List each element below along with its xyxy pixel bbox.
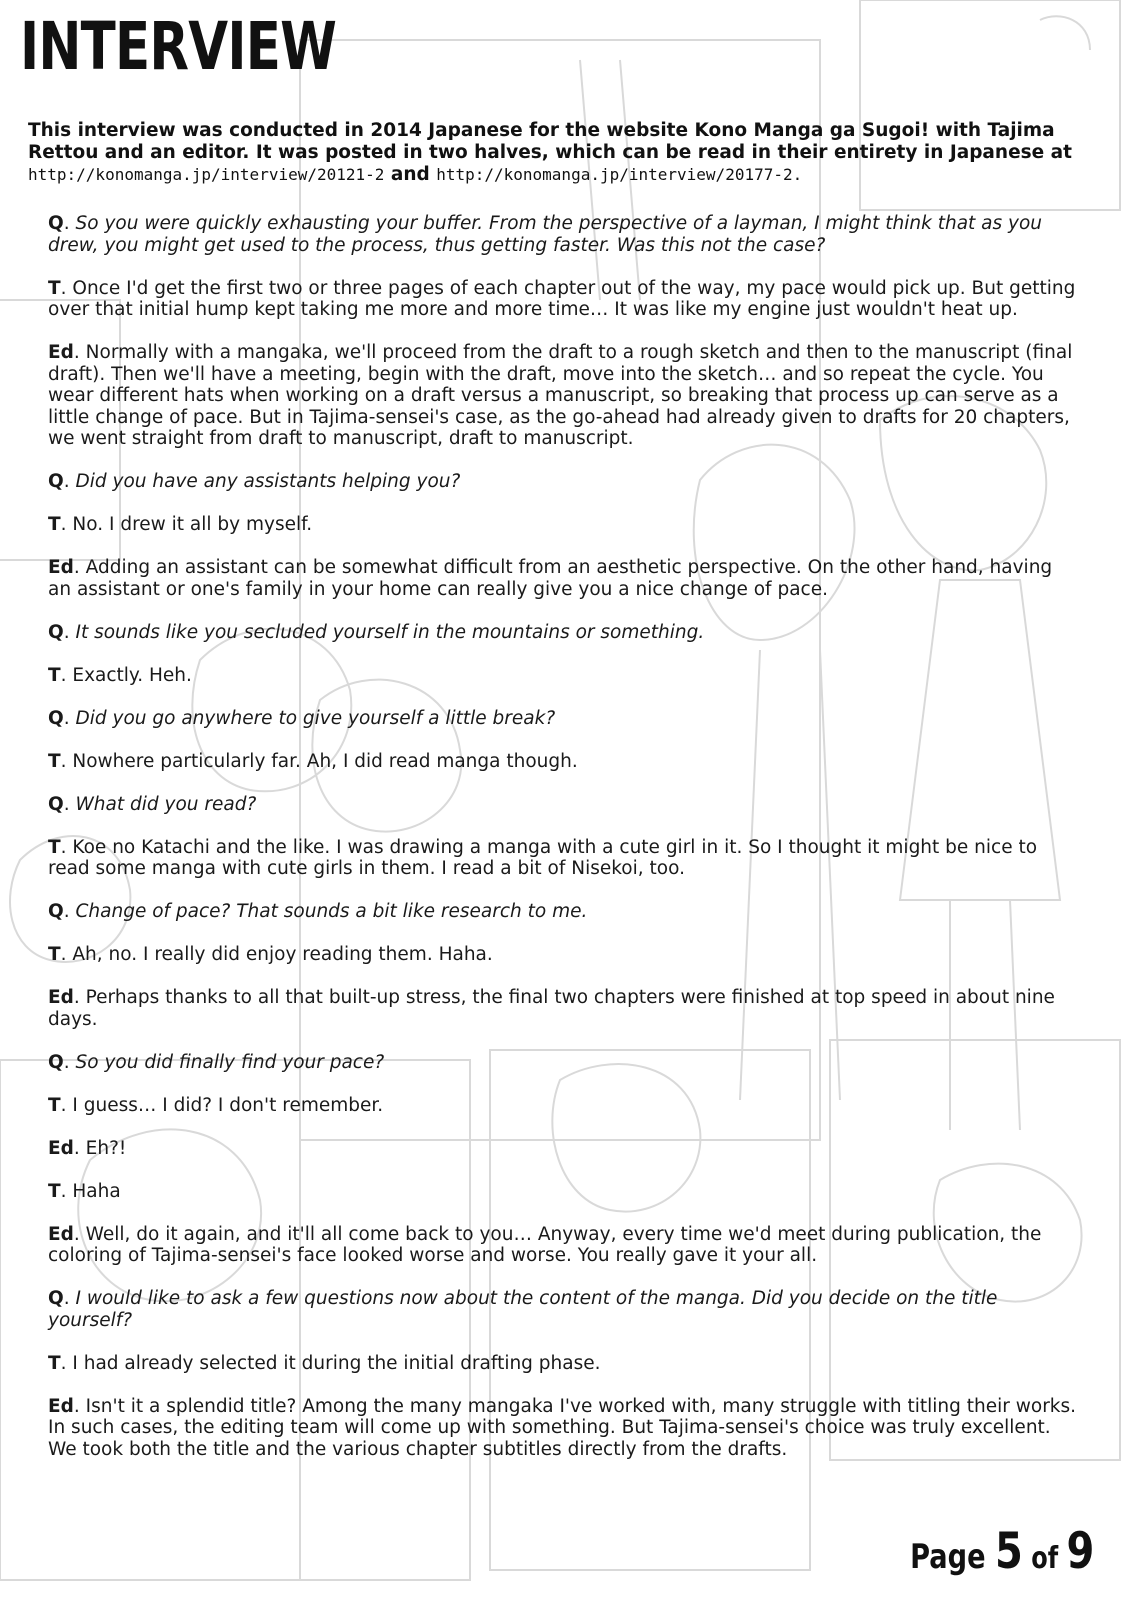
entry-text: So you were quickly exhausting your buffer. From the perspective of a layman, I might think that as you drew, you might get used to the process, thus getting faster. Was this not the case? — [48, 213, 1043, 256]
speaker-label: T — [48, 1352, 61, 1374]
speaker-separator: . — [73, 987, 80, 1008]
speaker-label: Q — [48, 793, 64, 815]
speaker-label: T — [48, 664, 61, 686]
interview-link-part1[interactable]: http://konomanga.jp/interview/20121-2 — [28, 165, 385, 184]
answer-entry — [48, 342, 1078, 450]
speaker-label: T — [48, 1094, 61, 1116]
question-entry — [48, 1052, 1078, 1074]
page-label: Page — [909, 1537, 995, 1577]
speaker-label: Q — [48, 1051, 64, 1073]
speaker-separator: . — [73, 557, 80, 578]
entry-text: Eh?! — [79, 1137, 127, 1159]
answer-entry — [48, 1353, 1078, 1375]
answer-entry — [48, 514, 1078, 536]
speaker-label: Q — [48, 901, 64, 922]
speaker-separator: . — [63, 901, 70, 922]
speaker-label: T — [48, 944, 61, 965]
speaker-label: Q — [48, 213, 64, 234]
answer-entry — [48, 944, 1078, 966]
answer-entry — [48, 665, 1078, 687]
speaker-separator: . — [63, 1288, 70, 1309]
entry-text: Exactly. Heh. — [66, 664, 192, 686]
entry-text: Well, do it again, and it'll all come back to you… Anyway, every time we'd meet during publication, the coloring of Tajima-sensei's face looked worse and worse. You really gave it your all. — [48, 1223, 1042, 1266]
answer-entry — [48, 1181, 1078, 1203]
entry-text: Did you go anywhere to give yourself a little break? — [69, 707, 556, 729]
page-of-label: of — [1022, 1541, 1067, 1576]
speaker-separator: . — [63, 1051, 70, 1073]
speaker-label: Q — [48, 707, 64, 729]
interview-link-part2[interactable]: http://konomanga.jp/interview/20177-2. — [436, 165, 803, 184]
page-current: 5 — [994, 1522, 1023, 1580]
entry-text: Haha — [66, 1180, 121, 1202]
speaker-separator: . — [63, 471, 70, 492]
speaker-separator: . — [63, 213, 70, 234]
question-entry — [48, 901, 1078, 923]
speaker-label: Ed — [48, 1137, 74, 1159]
question-entry — [48, 213, 1078, 256]
page-total: 9 — [1066, 1522, 1094, 1580]
answer-entry — [48, 1095, 1078, 1117]
entry-text: Once I'd get the first two or three pages of each chapter out of the way, my pace would pick up. But getting over that initial hump kept taking me more and more time… It was like my engine just wouldn't heat up. — [48, 277, 1076, 320]
answer-entry — [48, 1138, 1078, 1160]
speaker-label: Ed — [48, 987, 74, 1008]
speaker-separator: . — [63, 793, 70, 815]
answer-entry — [48, 1396, 1078, 1461]
intro-text: This interview was conducted in 2014 Japanese for the website Kono Manga ga Sugoi! with Tajima Rettou and an editor. It was posted in two halves, which can be read in their entirety in Japanese at — [28, 120, 1072, 163]
entry-text: Koe no Katachi and the like. I was drawing a manga with a cute girl in it. So I thought it might be nice to read some manga with cute girls in them. I read a bit of Nisekoi, too. — [48, 836, 1038, 879]
answer-entry — [48, 557, 1078, 600]
entry-text: Normally with a mangaka, we'll proceed from the draft to a rough sketch and then to the manuscript (final draft). Then we'll have a meeting, begin with the draft, move into the sketch… and so repeat the cycle. You wear different hats when working on a draft versus a manuscript, so breaking that process up can serve as a little change of pace. But in Tajima-sensei's case, as the go-ahead had already given to drafts for 20 chapters, we went straight from draft to manuscript, draft to manuscript. — [48, 342, 1073, 449]
speaker-label: T — [48, 750, 61, 772]
speaker-separator: . — [60, 1094, 67, 1116]
entry-text: It sounds like you secluded yourself in the mountains or something. — [69, 621, 705, 643]
entry-text: Perhaps thanks to all that built-up stress, the final two chapters were finished at top speed in about nine days. — [48, 987, 1055, 1030]
speaker-separator: . — [63, 707, 70, 729]
question-entry — [48, 708, 1078, 730]
speaker-label: Q — [48, 471, 64, 492]
entry-text: Change of pace? That sounds a bit like research to me. — [69, 901, 588, 922]
speaker-label: T — [48, 836, 61, 858]
entry-text: Ah, no. I really did enjoy reading them. Haha. — [66, 944, 493, 965]
speaker-separator: . — [60, 1180, 67, 1202]
entry-text: I had already selected it during the initial drafting phase. — [66, 1352, 601, 1374]
interview-qa-list — [48, 213, 1078, 1482]
speaker-separator: . — [73, 1223, 80, 1245]
speaker-label: Ed — [48, 1223, 74, 1245]
page-title: INTERVIEW — [20, 8, 337, 85]
speaker-label: Ed — [48, 1395, 74, 1417]
page-indicator — [910, 1522, 1094, 1580]
entry-text: What did you read? — [69, 793, 257, 815]
speaker-separator: . — [60, 1352, 67, 1374]
answer-entry — [48, 278, 1078, 321]
entry-text: Adding an assistant can be somewhat difficult from an aesthetic perspective. On the other hand, having an assistant or one's family in your home can really give you a nice change of pace. — [48, 557, 1053, 600]
speaker-label: T — [48, 514, 61, 535]
entry-text: Nowhere particularly far. Ah, I did read manga though. — [66, 750, 578, 772]
speaker-separator: . — [60, 836, 67, 858]
speaker-separator: . — [73, 1395, 80, 1417]
speaker-label: T — [48, 277, 61, 299]
speaker-separator: . — [60, 664, 67, 686]
question-entry — [48, 1288, 1078, 1331]
speaker-separator: . — [73, 342, 80, 363]
answer-entry — [48, 1224, 1078, 1267]
speaker-label: Q — [48, 1288, 64, 1309]
speaker-label: T — [48, 1180, 61, 1202]
answer-entry — [48, 987, 1078, 1030]
question-entry — [48, 471, 1078, 493]
intro-paragraph — [28, 120, 1098, 186]
entry-text: So you did finally find your pace? — [69, 1051, 385, 1073]
intro-connector: and — [384, 164, 437, 185]
entry-text: Did you have any assistants helping you? — [69, 471, 461, 492]
entry-text: I would like to ask a few questions now about the content of the manga. Did you decide on the title yourself? — [48, 1288, 998, 1331]
question-entry — [48, 622, 1078, 644]
speaker-separator: . — [60, 944, 67, 965]
speaker-label: Q — [48, 621, 64, 643]
speaker-separator: . — [63, 621, 70, 643]
entry-text: Isn't it a splendid title? Among the many mangaka I've worked with, many struggle with titling their works. In such cases, the editing team will come up with something. But Tajima-sensei's choice was truly excellent. We took both the title and the various chapter subtitles directly from the drafts. — [48, 1395, 1077, 1460]
speaker-separator: . — [60, 750, 67, 772]
answer-entry — [48, 751, 1078, 773]
answer-entry — [48, 837, 1078, 880]
speaker-label: Ed — [48, 557, 74, 578]
entry-text: I guess… I did? I don't remember. — [66, 1094, 384, 1116]
speaker-separator: . — [73, 1137, 80, 1159]
speaker-separator: . — [60, 514, 67, 535]
speaker-separator: . — [60, 277, 67, 299]
entry-text: No. I drew it all by myself. — [66, 514, 313, 535]
speaker-label: Ed — [48, 342, 74, 363]
question-entry — [48, 794, 1078, 816]
